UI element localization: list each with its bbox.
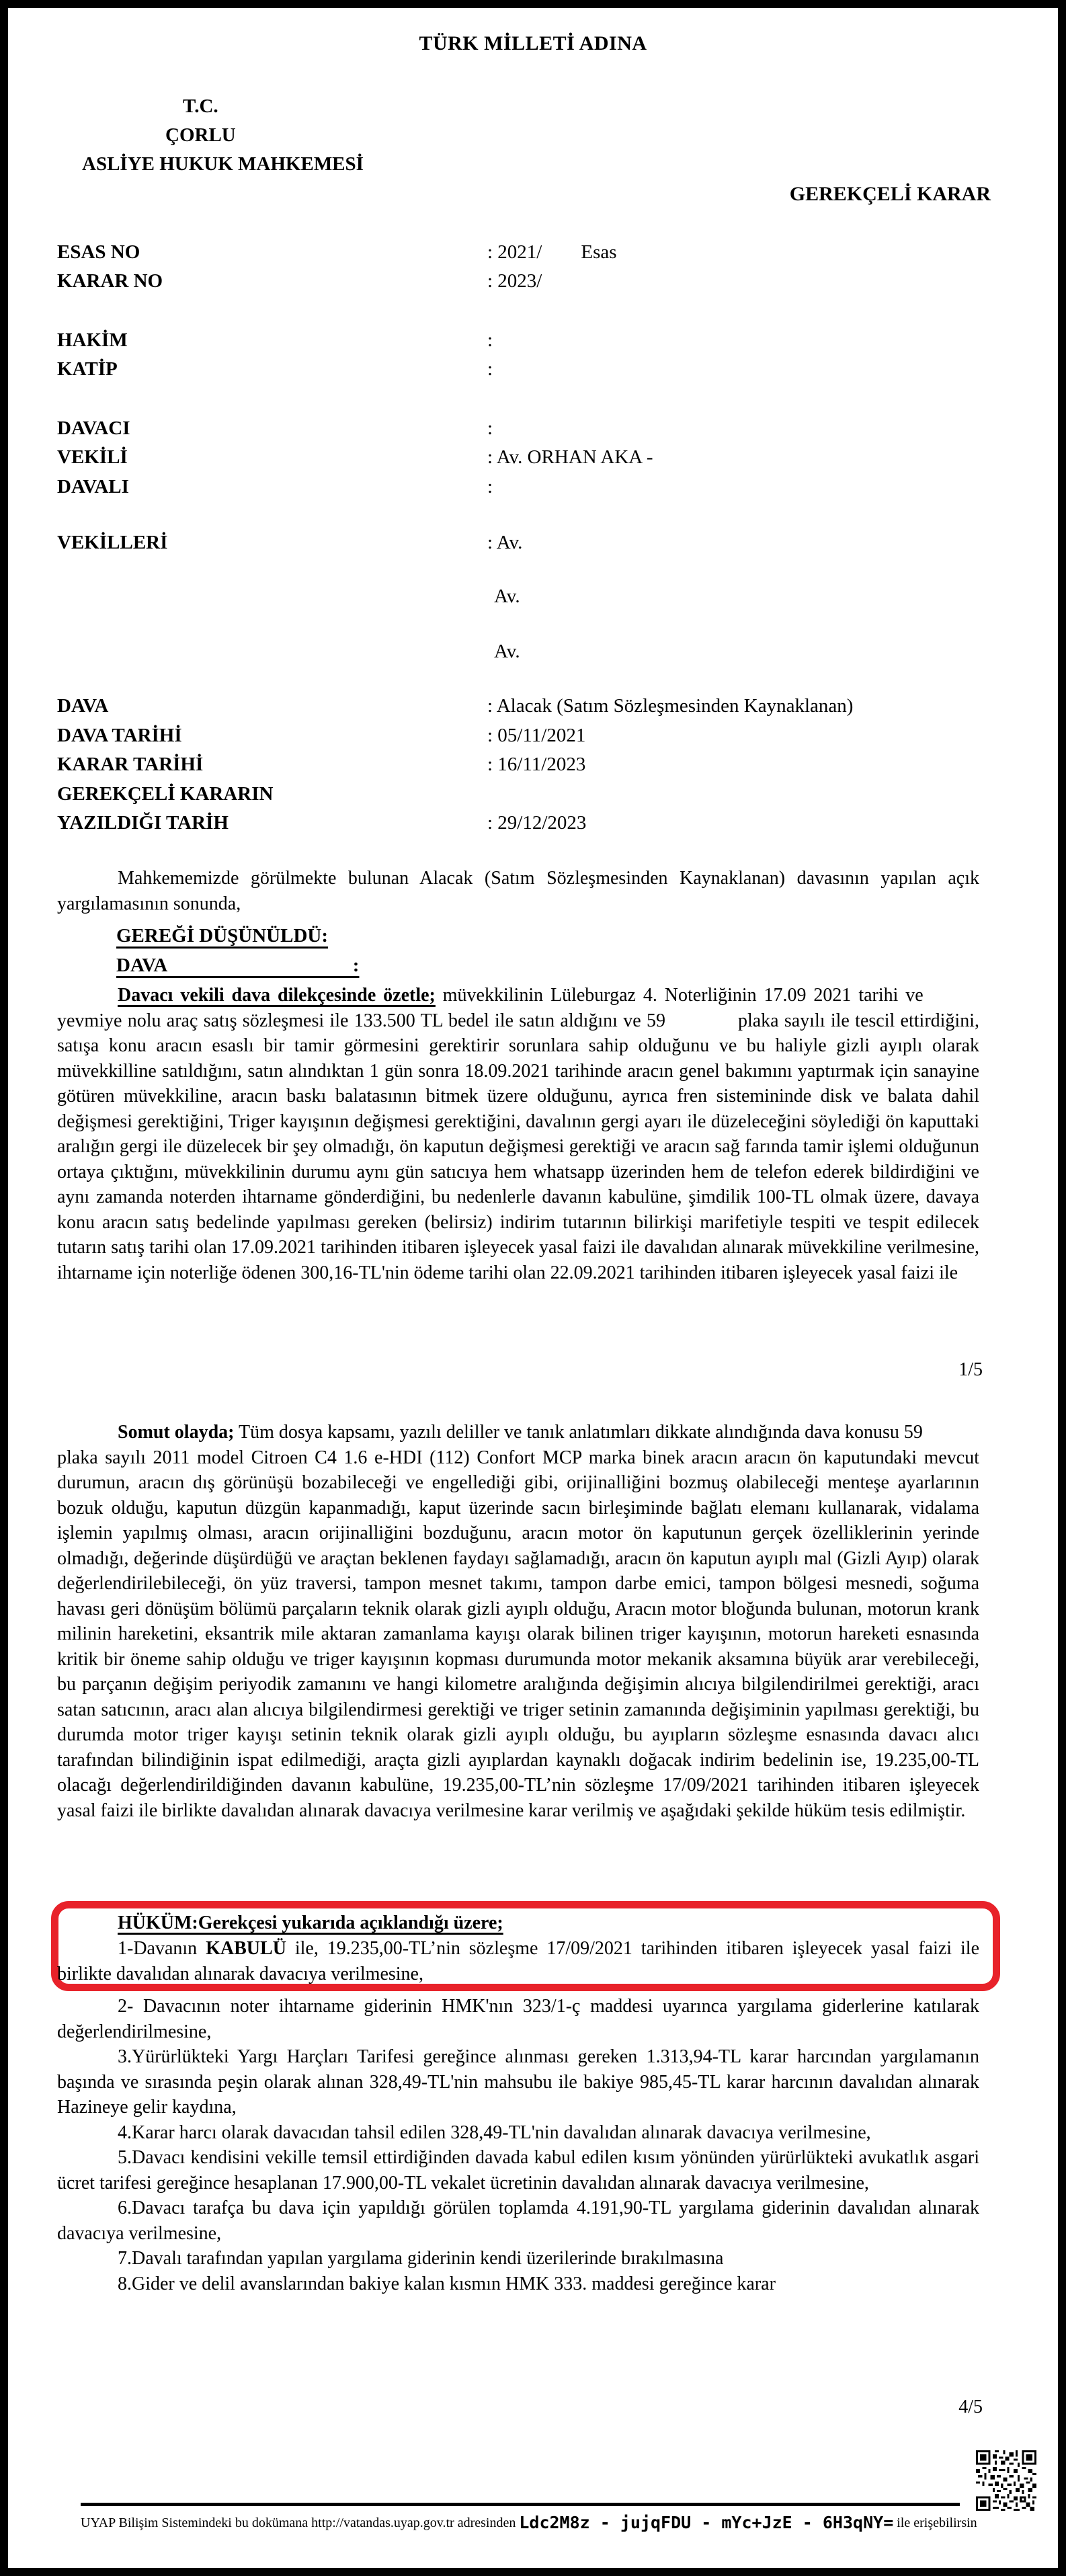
plaintiff-paragraph-body: müvekkilinin Lüleburgaz 4. Noterliğinin 17.09 2021 tarihi ve yevmiye nolu araç satış sözleşmesi ile 133.500 TL bedel ile satın aldığını ve 59 plaka sayılı ile tescil ettirdiğini, satışa konu aracın esaslı bir tamir görmesini gerektirir sorunlara sahip olduğunu ve bu haliyle gizli ayıplı olarak müvekkilline satıldığını, satın alındıktan 1 gün sonra 18.09.2021 tarihinde aracın genel bakımını yaptırmak için sanayine götüren müvekkiline, aracın baskı balatasının bitmek üzere olduğunu, ayrıca fren sistemininde disk ve balata dahil değişmesi gerektiğini, Triger kayışının değişmesi gerektiğini, davalının gergi ayarı ile düzeleceğini söylediği ön kaputtaki aralığın gergi ile düzelecek bir şey olmadığı, ön kaputun değişmesi gerektiği ve aracın sağ farında tamir işlemi olduğunun ortaya çıktığını, müvekkilinin durumu aynı gün satıcıya hem whatsapp üzerinden hem de telefon ederek bildirdiğini ve aynı zamanda noterden ihtarname gönderdiğini, bu nedenlerle davanın kabulüne, şimdilik 100-TL olmak üzere, davaya konu aracın satış bedelinde yapılması gereken (belirsiz) indirim tutarının bilirkişi marifetiyle tespiti ve tespit edilecek tutarın satış tarihi olan 17.09.2021 tarihinden itibaren işleyecek yasal faizi ile davalıdan alınarak müvekkiline verilmesine, ihtarname için noterliğe ödenen 300,16-TL'nin ödeme tarihi olan 22.09.2021 tarihinden itibaren işleyecek yasal faizi ile (57, 985, 979, 1283)
case-row-davaci (57, 417, 998, 440)
case-label: DAVA TARİHİ (57, 725, 182, 746)
footer-prefix: UYAP Bilişim Sistemindeki bu dokümana http://vatandas.uyap.gov.tr adresinden (81, 2515, 520, 2530)
case-value: : 05/11/2021 (487, 725, 586, 746)
hukum-items-list (57, 1994, 979, 2296)
case-label: VEKİLİ (57, 446, 128, 468)
case-label: DAVACI (57, 417, 130, 439)
hukum-item-1 (57, 1936, 979, 1987)
heading-geregi-dusunuldu: GEREĞİ DÜŞÜNÜLDÜ: (116, 925, 329, 947)
case-row-gerekceli-kararin (57, 782, 998, 805)
hukum-item-1-kabulu: KABULÜ (206, 1938, 286, 1959)
case-value: : 16/11/2023 (487, 754, 586, 775)
case-value: : 29/12/2023 (487, 812, 587, 834)
case-row-karar-no (57, 270, 998, 292)
case-row-katip (57, 358, 998, 380)
hukum-item-7: 7.Davalı tarafından yapılan yargılama giderinin kendi üzerilerinde bırakılmasına (118, 2248, 724, 2269)
header-city: ÇORLU (165, 124, 236, 146)
qr-code-icon (976, 2450, 1036, 2511)
intro-paragraph: Mahkememizde görülmekte bulunan Alacak (Satım Sözleşmesinden Kaynaklanan) davasının yapılan açık yargılamasının sonunda, (57, 868, 979, 914)
case-row-dava-tarihi (57, 724, 998, 747)
plaintiff-summary-paragraph (57, 983, 979, 1285)
case-label: GEREKÇELİ KARARIN (57, 783, 274, 805)
hukum-section (57, 1910, 979, 1987)
case-value: : (487, 329, 493, 351)
hukum-item-1-pre: 1-Davanın (118, 1938, 206, 1959)
case-label: YAZILDIĞI TARİH (57, 812, 229, 834)
header-tc: T.C. (183, 95, 218, 117)
hukum-item-4: 4.Karar harcı olarak davacıdan tahsil edilen 328,49-TL'nin davalıdan alınarak davacıya verilmesine, (118, 2122, 871, 2143)
footer-divider-line (81, 2503, 960, 2506)
case-value: : Av. ORHAN AKA - (487, 446, 653, 468)
hukum-item-8: 8.Gider ve delil avanslarından bakiye kalan kısmın HMK 333. maddesi gereğince karar (118, 2273, 776, 2294)
hukum-item-5: 5.Davacı kendisini vekille temsil ettirdiğinden davada kabul edilen kısım yönünden yürürlükteki avukatlık asgari ücret tarifesi gereğince hesaplanan 17.900,00-TL vekalet ücretinin davalıdan alınarak davacıya verilmesine, (57, 2147, 979, 2193)
case-value: : (487, 476, 493, 497)
case-row-davali (57, 475, 998, 498)
footer-access-text (81, 2513, 977, 2532)
case-value: : Alacak (Satım Sözleşmesinden Kaynaklanan) (487, 695, 854, 717)
somut-olayda-paragraph (57, 1420, 979, 1823)
heading-dava: DAVA : (116, 955, 360, 976)
hukum-item-6: 6.Davacı tarafça bu dava için yapıldığı görülen toplamda 4.191,90-TL yargılama giderinin davalıdan alınarak davacıya verilmesine, (57, 2198, 979, 2244)
case-row-dava (57, 694, 998, 717)
vekilleri-extra-line: Av. (494, 586, 520, 607)
hukum-item-1-post: ile, 19.235,00-TL’nin sözleşme 17/09/2021 tarihinden itibaren işleyecek yasal faizi ile birlikte davalıdan alınarak davacıya verilmesine, (57, 1938, 979, 1984)
header-court-name: ASLİYE HUKUK MAHKEMESİ (82, 153, 364, 175)
hukum-heading: HÜKÜM:Gerekçesi yukarıda açıklandığı üzere; (118, 1913, 503, 1933)
case-row-vekili (57, 446, 998, 469)
footer-access-codes: Ldc2M8z - jujqFDU - mYc+JzE - 6H3qNY= (519, 2513, 894, 2532)
page-number-4: 4/5 (958, 2397, 983, 2417)
case-label: ESAS NO (57, 241, 140, 263)
case-value: : (487, 358, 493, 380)
hukum-item-3: 3.Yürürlükteki Yargı Harçları Tarifesi gereğince alınması gereken 1.313,94-TL karar harcından yargılamanın başında ve sırasında peşin olarak alınan 328,49-TL'nin mahsubu ile bakiye 985,45-TL karar harcının davalıdan alınarak Hazineye gelir kaydına, (57, 2046, 979, 2118)
motto-title: TÜRK MİLLETİ ADINA (419, 32, 647, 54)
case-row-esas-no (57, 241, 998, 264)
footer-suffix: ile erişebilirsin (893, 2515, 977, 2530)
case-value: : 2023/ (487, 270, 542, 292)
case-row-hakim (57, 329, 998, 352)
case-row-yazildigi-tarih (57, 811, 998, 834)
case-row-vekilleri (57, 531, 998, 554)
case-label: KARAR TARİHİ (57, 754, 204, 775)
hukum-item-2: 2- Davacının noter ihtarname giderinin HMK'nın 323/1-ç maddesi uyarınca yargılama giderlerine katılarak değerlendirilmesine, (57, 1996, 979, 2042)
somut-paragraph-body: Tüm dosya kapsamı, yazılı deliller ve tanık anlatımları dikkate alındığında dava konusu 59 plaka sayılı 2011 model Citroen C4 1.6 e-HDI (112) Confort MCP marka binek aracın aracın ön kaputundaki mevcut durumun, aracın dış görünüşü bozabileceği ve engellediği gibi, orijinalliğini bozmuş olabileceği menteşe ayarlarının bozuk olduğu, kaputun düzgün kapanmadığı, kaput üzerinde sacın birleşiminde bağlatı elemanı kullanarak, vidalama işlemin yapılmış olması, aracın orijinalliğini bozduğunu, aracın motor ön kaputunun gerçek özelliklerinin yerinde olmadığı, değerinde düşürdüğü ve araçtan beklenen faydayı sağlamadığı, aracın ön kaputun ayıplı mal (Gizli Ayıp) olarak değerlendirilebileceği, ön yüz traversi, tampon mesnet takımı, tampon darbe emici, tampon bölgesi mesnedi, soğuma havası geri dönüşüm bölümü parçaların teknik olarak gizli ayıplı olduğu, Aracın motor bloğunda bulunan, motorun krank milinin hareketini, eksantrik mile aktaran zamanlama kayışı olarak bilinen triger kayışının, motorun hareketi esnasında kritik bir öneme sahip olduğu ve triger kayışının kopması durumunda motor mekanik aksamına büyük arar verebileceği, bu parçanın değişim periyodik zamanını ve hangi kilometre aralığında değişimin alıcıya bilgilendirilmei gerektiği, aracı satan satıcının, aracı alan alıcıya bilgilendirmesi gerektiği ve triger setinin zamanında değişiminin yapılması gerektiği, bu durumda motor triger kayışı setinin teknik olarak gizli ayıplı olduğu, bu ayıpların sözleşme esnasında davacı alıcı tarafından bilindiğinin ispat edilmediği, araçta gizli ayıplardan kaynaklı doğacak indirim bedelinin ise, 19.235,00-TL olacağı değerlendirildiğinden davanın kabulüne, 19.235,00-TL’nin sözleşme 17/09/2021 tarihinden itibaren işleyecek yasal faizi ile birlikte davalıdan alınarak davacıya verilmesine karar verilmiş ve aşağıdaki şekilde hüküm tesis edilmiştir. (57, 1422, 980, 1821)
case-label: HAKİM (57, 329, 128, 351)
case-label: DAVALI (57, 476, 129, 497)
somut-paragraph-lead: Somut olayda; (118, 1422, 235, 1443)
plaintiff-paragraph-lead: Davacı vekili dava dilekçesinde özetle; (118, 985, 436, 1006)
case-value: : (487, 417, 493, 439)
document-type-title: GEREKÇELİ KARAR (789, 183, 991, 205)
case-label: VEKİLLERİ (57, 532, 168, 553)
page-number-1: 1/5 (958, 1359, 983, 1380)
case-value: : Av. (487, 532, 523, 553)
case-row-karar-tarihi (57, 753, 998, 776)
case-value: : 2021/ Esas (487, 241, 617, 263)
vekilleri-extra-line: Av. (494, 641, 520, 662)
case-label: KARAR NO (57, 270, 163, 292)
case-label: KATİP (57, 358, 118, 380)
case-label: DAVA (57, 695, 109, 717)
